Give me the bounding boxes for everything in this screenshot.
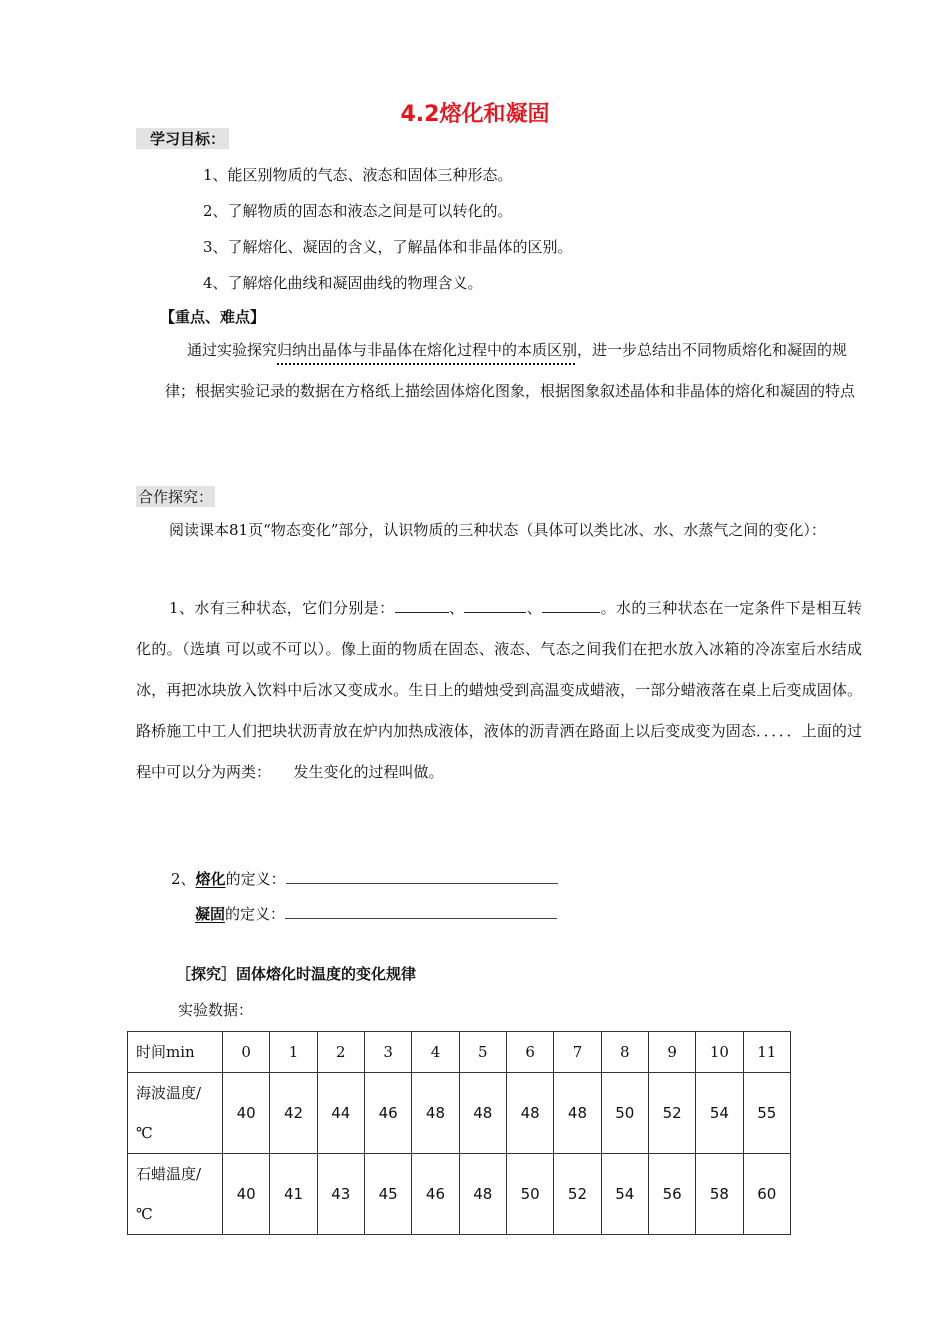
table-row-paraffin — [128, 1154, 791, 1235]
experiment-data-label: 实验数据： — [178, 1001, 254, 1019]
table-cell: 48 — [554, 1073, 601, 1154]
row-label-unit: ℃ — [136, 1124, 153, 1142]
table-cell: 52 — [648, 1073, 695, 1154]
table-cell: 58 — [696, 1154, 743, 1235]
answer-blank-2[interactable] — [464, 598, 526, 613]
table-cell: 40 — [223, 1073, 270, 1154]
table-row-label — [128, 1073, 223, 1154]
table-header-time: 时间min — [128, 1032, 223, 1073]
table-cell: 52 — [554, 1154, 601, 1235]
definition-label: 的定义： — [225, 870, 286, 888]
table-cell-time: 9 — [648, 1032, 695, 1073]
definition-melting — [171, 868, 558, 889]
table-cell: 48 — [412, 1073, 459, 1154]
table-cell: 60 — [743, 1154, 790, 1235]
table-cell: 44 — [317, 1073, 364, 1154]
table-cell: 45 — [364, 1154, 411, 1235]
row-label-line: 海波温度/ — [136, 1084, 202, 1102]
table-cell: 48 — [459, 1154, 506, 1235]
table-row-label — [128, 1154, 223, 1235]
table-cell-time: 5 — [459, 1032, 506, 1073]
table-cell: 54 — [601, 1154, 648, 1235]
objective-item: 3、了解熔化、凝固的含义，了解晶体和非晶体的区别。 — [203, 238, 573, 256]
page-title: 4.2熔化和凝固 — [400, 102, 550, 127]
key-points-emphasis: 归纳出晶体与非晶体在熔化过程中的本质区别 — [277, 341, 578, 359]
key-points-text: 通过实验探究 — [187, 341, 278, 359]
row-label-line: 石蜡温度/ — [136, 1165, 202, 1183]
experiment-data-table — [127, 1031, 791, 1235]
question-1-text: 。水的三种状态在一定条件下是相互转化的。（选填 可以或不可以）。像上面的物质在固态、液态、气态之间我们在把水放入冰箱的冷冻室后水结成冰，再把冰块放入饮料中后冰又变成水。生日上的蜡烛受到高温变成蜡液，一部分蜡液落在桌上后变成固体。路桥施工中工人们把块状沥青放在炉内加热成液体，液体的沥青洒在路面上以后变成变为固态．．．．．上面的过程中可以分为两类： 发生变化的过程叫做。 — [136, 599, 862, 781]
table-cell-time: 4 — [412, 1032, 459, 1073]
table-cell: 43 — [317, 1154, 364, 1235]
table-cell-time: 0 — [223, 1032, 270, 1073]
melting-definition-blank[interactable] — [286, 871, 558, 884]
table-cell: 48 — [459, 1073, 506, 1154]
question-1-text: 1、水有三种状态，它们分别是： — [169, 599, 395, 617]
term-solidification: 凝固 — [195, 905, 226, 923]
key-points-heading: 【重点、难点】 — [160, 308, 266, 326]
objective-item: 2、了解物质的固态和液态之间是可以转化的。 — [203, 202, 513, 220]
definition-solidification — [195, 903, 557, 924]
objective-item: 1、能区别物质的气态、液态和固体三种形态。 — [203, 166, 513, 184]
table-cell: 50 — [601, 1073, 648, 1154]
table-cell: 46 — [412, 1154, 459, 1235]
table-cell: 48 — [506, 1073, 553, 1154]
table-cell: 54 — [696, 1073, 743, 1154]
row-label-unit: ℃ — [136, 1205, 153, 1223]
table-cell: 55 — [743, 1073, 790, 1154]
table-cell: 41 — [270, 1154, 317, 1235]
table-cell-time: 6 — [506, 1032, 553, 1073]
question-1 — [136, 588, 862, 793]
table-cell-time: 11 — [743, 1032, 790, 1073]
experiment-heading: ［探究］固体熔化时温度的变化规律 — [176, 965, 417, 983]
table-cell: 46 — [364, 1073, 411, 1154]
answer-blank-1[interactable] — [395, 598, 449, 613]
table-cell-time: 1 — [270, 1032, 317, 1073]
table-cell-time: 7 — [554, 1032, 601, 1073]
blank-separator: 、 — [448, 599, 465, 617]
cooperative-heading: 合作探究： — [138, 488, 214, 506]
table-cell: 56 — [648, 1154, 695, 1235]
table-cell: 40 — [223, 1154, 270, 1235]
table-header-row — [128, 1032, 791, 1073]
table-cell-time: 3 — [364, 1032, 411, 1073]
table-cell-time: 10 — [696, 1032, 743, 1073]
definition-label: 的定义： — [225, 905, 286, 923]
solidification-definition-blank[interactable] — [285, 906, 557, 919]
objective-item: 4、了解熔化曲线和凝固曲线的物理含义。 — [203, 274, 483, 292]
table-cell: 50 — [506, 1154, 553, 1235]
term-melting: 熔化 — [195, 870, 226, 888]
cooperative-intro: 阅读课本81页“物态变化”部分，认识物质的三种状态（具体可以类比冰、水、水蒸气之间的变化）： — [169, 521, 826, 539]
definition-prefix: 2、 — [171, 870, 196, 888]
blank-separator: 、 — [526, 599, 543, 617]
table-cell: 42 — [270, 1073, 317, 1154]
key-points-text: ，进一步总结出不同物质熔化和凝固的规律；根据实验记录的数据在方格纸上描绘固体熔化图象，根据图象叙述晶体和非晶体的熔化和凝固的特点 — [165, 341, 856, 400]
table-cell-time: 2 — [317, 1032, 364, 1073]
answer-blank-3[interactable] — [542, 598, 600, 613]
table-cell-time: 8 — [601, 1032, 648, 1073]
key-points-paragraph — [165, 330, 861, 412]
objectives-heading: 学习目标： — [136, 128, 229, 149]
table-row-hypo — [128, 1073, 791, 1154]
